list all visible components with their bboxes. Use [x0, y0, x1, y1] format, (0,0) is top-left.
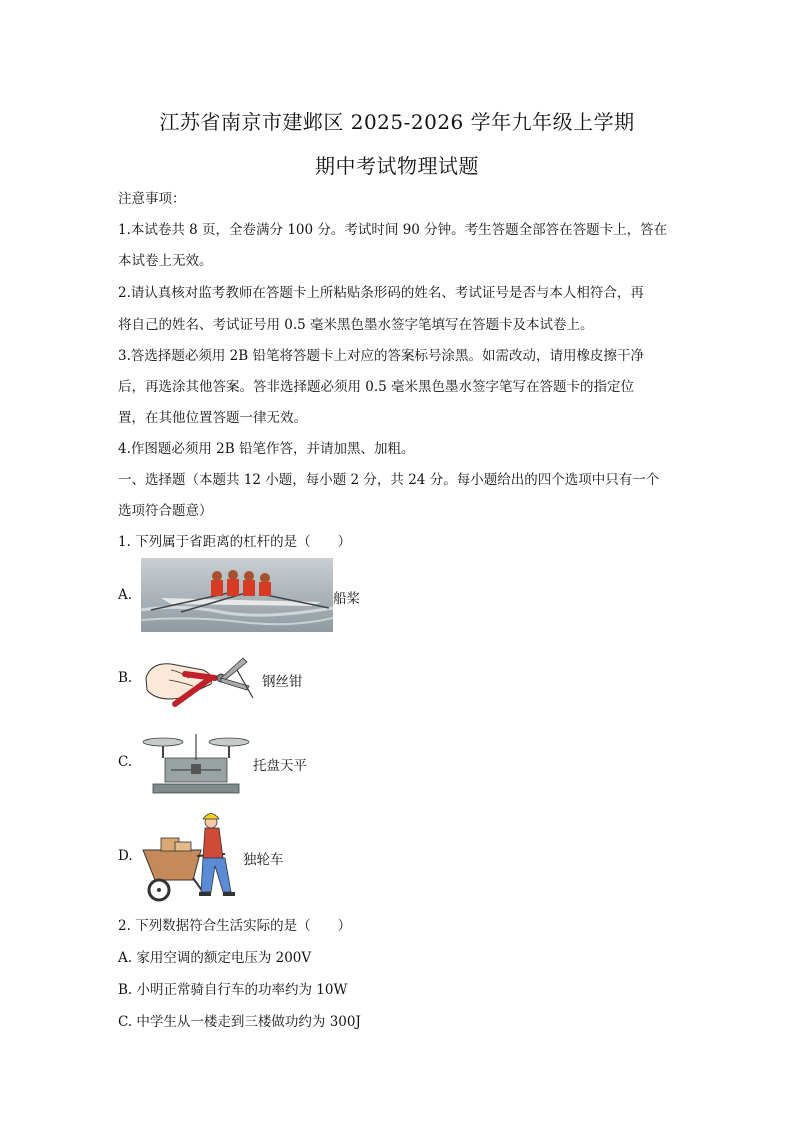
question-2-option-a: A. 家用空调的额定电压为 200V: [118, 950, 312, 966]
notice-line: 4.作图题必须用 2B 铅笔作答，并请加黑、加粗。: [118, 441, 415, 457]
option-a-label: 船桨: [333, 591, 360, 607]
notice-line: 后，再选涂其他答案。答非选择题必须用 0.5 毫米黑色墨水签字笔写在答题卡的指定位: [118, 379, 635, 395]
section-heading-cont: 选项符合题意）: [118, 503, 213, 519]
question-2-option-b: B. 小明正常骑自行车的功率约为 10W: [118, 982, 348, 998]
notice-line: 2.请认真核对监考教师在答题卡上所粘贴条形码的姓名、考试证号是否与本人相符合，再: [118, 285, 644, 301]
notice-line: 置，在其他位置答题一律无效。: [118, 410, 307, 426]
rowing-boat-image: [141, 558, 333, 632]
page-title-line2: 期中考试物理试题: [315, 154, 479, 178]
notice-line: 将自己的姓名、考试证号用 0.5 毫米黑色墨水签字笔填写在答题卡及本试卷上。: [118, 317, 594, 333]
notice-line: 1.本试卷共 8 页，全卷满分 100 分。考试时间 90 分钟。考生答题全部答在答题卡上，答在: [118, 222, 668, 238]
notice-line: 本试卷上无效。: [118, 253, 213, 269]
option-d-label: 独轮车: [243, 852, 284, 868]
section-heading: 一、选择题（本题共 12 小题，每小题 2 分，共 24 分。每小题给出的四个选项中只有一个: [118, 472, 660, 488]
wire-pliers-image: [141, 648, 261, 710]
option-b-label: 钢丝钳: [262, 674, 303, 690]
option-a-letter: A.: [118, 587, 133, 603]
question-1-stem: 1. 下列属于省距离的杠杆的是（ ）: [118, 534, 352, 550]
option-c-label: 托盘天平: [253, 758, 307, 774]
notice-line: 3.答选择题必须用 2B 铅笔将答题卡上对应的答案标号涂黑。如需改动，请用橡皮擦干净: [118, 348, 644, 364]
wheelbarrow-image: [141, 808, 243, 904]
option-c-letter: C.: [118, 754, 133, 770]
option-d-letter: D.: [118, 848, 133, 864]
question-2-stem: 2. 下列数据符合生活实际的是（ ）: [118, 918, 352, 934]
question-2-option-c: C. 中学生从一楼走到三楼做功约为 300J: [118, 1014, 361, 1030]
option-b-letter: B.: [118, 670, 133, 686]
page-title-line1: 江苏省南京市建邺区 2025-2026 学年九年级上学期: [159, 110, 635, 134]
notice-heading: 注意事项：: [118, 191, 186, 207]
pan-balance-image: [141, 730, 251, 794]
